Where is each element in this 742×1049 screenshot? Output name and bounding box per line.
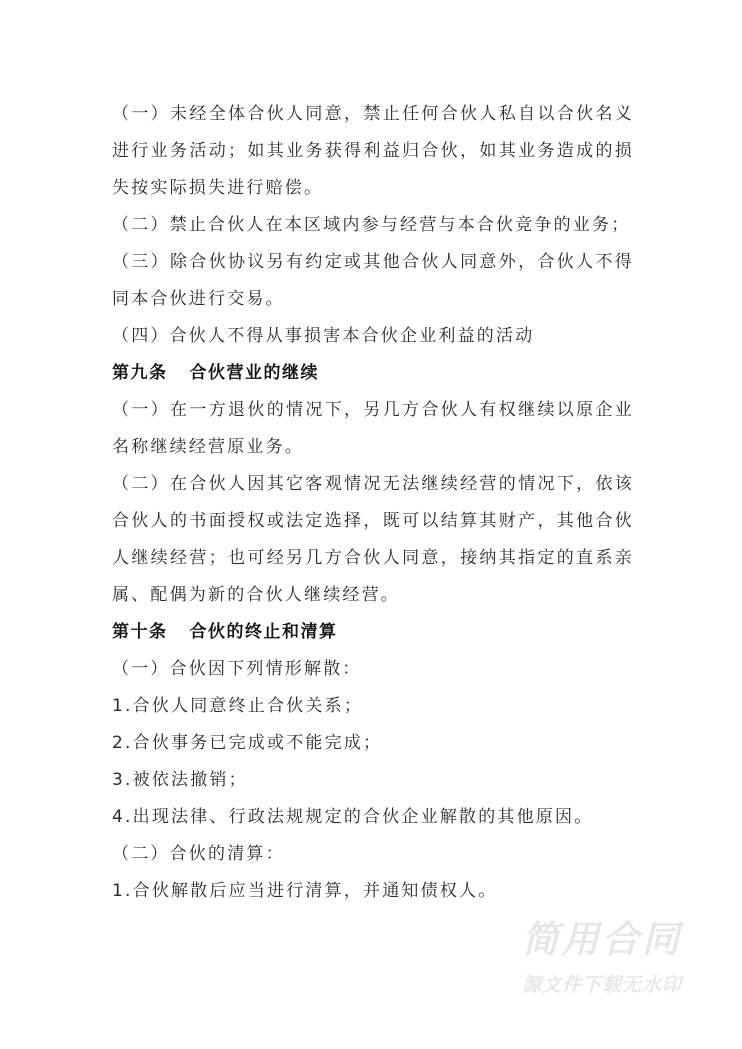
article-title: 合伙的终止和清算 — [189, 622, 338, 642]
article-10-heading — [112, 614, 634, 651]
clause-8-item-4: （四）合伙人不得从事损害本合伙企业利益的活动 — [112, 326, 535, 346]
article-10-item-1: （一）合伙因下列情形解散： — [112, 659, 362, 679]
article-9-heading — [112, 355, 634, 392]
article-number: 第十条 — [112, 622, 168, 642]
liquidation-step-1: 1.合伙解散后应当进行清算，并通知债权人。 — [112, 881, 498, 901]
article-title: 合伙营业的继续 — [189, 363, 319, 383]
watermark-logo-text: 简用合同 — [522, 918, 682, 961]
dissolution-reason-3: 3.被依法撤销； — [112, 770, 248, 790]
document-page — [112, 96, 634, 910]
clause-8-item-2: （二）禁止合伙人在本区域内参与经营与本合伙竞争的业务； — [112, 215, 631, 235]
watermark-subtitle: 源文件下载无水印 — [521, 974, 682, 996]
clause-8-item-1: （一）未经全体合伙人同意，禁止任何合伙人私自以合伙名义进行业务活动；如其业务获得利益归合伙，如其业务造成的损失按实际损失进行赔偿。 — [112, 104, 634, 198]
article-9-item-1: （一）在一方退伙的情况下，另几方合伙人有权继续以原企业名称继续经营原业务。 — [112, 400, 634, 457]
watermark — [512, 918, 692, 1000]
article-number: 第九条 — [112, 363, 168, 383]
dissolution-reason-4: 4.出现法律、行政法规规定的合伙企业解散的其他原因。 — [112, 807, 594, 827]
article-9-item-2: （二）在合伙人因其它客观情况无法继续经营的情况下，依该合伙人的书面授权或法定选择，既可以结算其财产，其他合伙人继续经营；也可经另几方合伙人同意，接纳其指定的直系亲属、配偶为新的合伙人继续经营。 — [112, 474, 634, 605]
dissolution-reason-2: 2.合伙事务已完成或不能完成； — [112, 733, 383, 753]
clause-8-item-3: （三）除合伙协议另有约定或其他合伙人同意外，合伙人不得同本合伙进行交易。 — [112, 252, 634, 309]
dissolution-reason-1: 1.合伙人同意终止合伙关系； — [112, 696, 364, 716]
article-10-item-2: （二）合伙的清算： — [112, 844, 285, 864]
